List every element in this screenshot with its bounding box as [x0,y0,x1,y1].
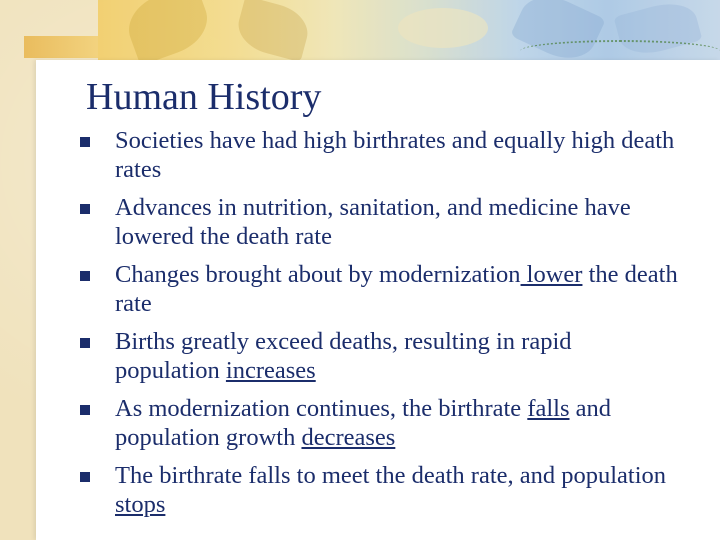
bullet-item [78,394,678,452]
vine-decoration [520,40,720,62]
bullet-text [115,127,674,183]
bullet-text-part: Changes brought about by modernization [115,261,521,288]
bullet-text-part: the death rate [115,261,678,317]
bullet-text-part: Advances in nutrition, sanitation, and medicine have lowered the death rate [115,194,631,250]
bullet-item [78,260,678,318]
square-bullet-icon [80,271,90,281]
underlined-term: falls [527,395,570,422]
bullet-text [115,194,631,250]
bullet-item [78,327,678,385]
square-bullet-icon [80,338,90,348]
square-bullet-icon [80,137,90,147]
bullet-text [115,261,678,317]
square-bullet-icon [80,472,90,482]
corner-decoration [24,36,98,58]
bullet-item [78,461,678,519]
underlined-term: decreases [301,424,396,451]
bullet-text-part: As modernization continues, the birthrate [115,395,528,422]
bullet-text-part: Births greatly exceed deaths, resulting in rapid population [115,328,572,384]
bullet-item [78,126,678,184]
slide-title: Human History [86,76,322,118]
underlined-term: stops [115,491,166,518]
bullet-text [115,462,666,518]
square-bullet-icon [80,204,90,214]
bullet-text-part: Societies have had high birthrates and equally high death rates [115,127,675,183]
bullet-text-part: and population growth [115,395,611,451]
bullet-text [115,328,572,384]
bullet-text [115,395,611,451]
bullet-item [78,193,678,251]
bullet-text-part: The birthrate falls to meet the death rate, and population [115,462,667,489]
bullet-list [78,126,678,528]
square-bullet-icon [80,405,90,415]
underlined-term: increases [225,357,316,384]
underlined-term: lower [520,261,583,288]
